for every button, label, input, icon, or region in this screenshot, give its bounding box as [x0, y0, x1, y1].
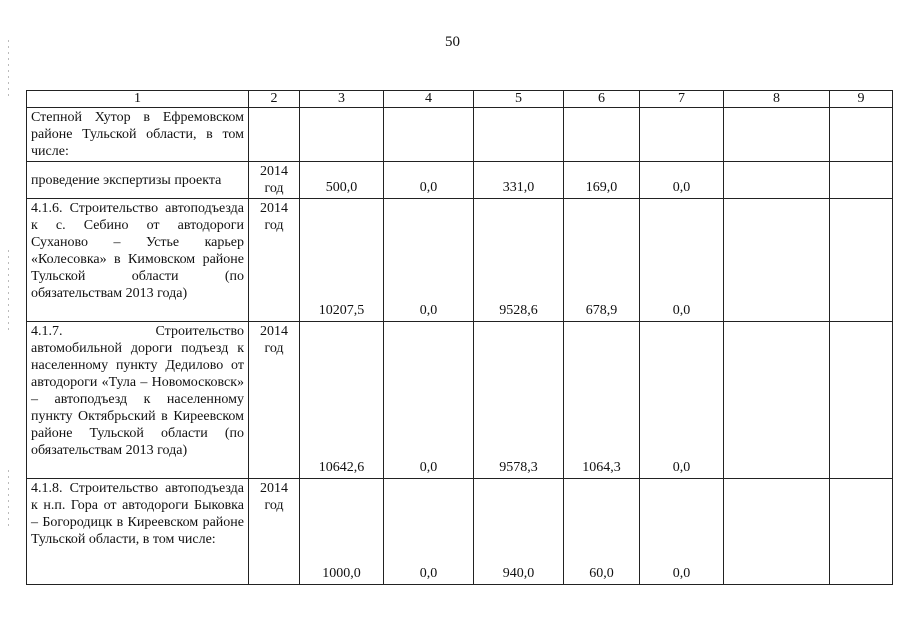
page-edge-mark-bottom — [8, 470, 9, 530]
row-value — [384, 108, 474, 162]
row-value: 169,0 — [564, 162, 640, 199]
row-value: 0,0 — [640, 479, 724, 585]
row-value: 0,0 — [384, 479, 474, 585]
column-header: 3 — [300, 91, 384, 108]
row-value — [724, 199, 830, 322]
row-name: Степной Хутор в Ефремовском районе Тульской области, в том числе: — [27, 108, 249, 162]
row-value — [724, 322, 830, 479]
row-value — [300, 108, 384, 162]
page-edge-mark-middle — [8, 250, 9, 330]
table-row — [27, 199, 893, 322]
row-year: 2014 год — [249, 322, 300, 479]
row-value — [640, 108, 724, 162]
row-value: 9578,3 — [474, 322, 564, 479]
budget-table — [26, 90, 893, 585]
row-value: 10207,5 — [300, 199, 384, 322]
row-value: 60,0 — [564, 479, 640, 585]
row-value: 678,9 — [564, 199, 640, 322]
table-row — [27, 162, 893, 199]
column-header: 9 — [830, 91, 893, 108]
row-name: 4.1.6. Строительство автоподъезда к с. Себино от автодороги Суханово – Устье карьер «Колесовка» в Кимовском районе Тульской области (по обязательствам 2013 года) — [27, 199, 249, 322]
row-value: 9528,6 — [474, 199, 564, 322]
column-header: 6 — [564, 91, 640, 108]
row-value: 940,0 — [474, 479, 564, 585]
column-header: 2 — [249, 91, 300, 108]
row-value: 1000,0 — [300, 479, 384, 585]
row-value — [830, 108, 893, 162]
row-value: 1064,3 — [564, 322, 640, 479]
row-value — [474, 108, 564, 162]
row-value: 0,0 — [384, 199, 474, 322]
column-number-row — [27, 91, 893, 108]
row-value — [724, 108, 830, 162]
table-row — [27, 322, 893, 479]
row-year: 2014 год — [249, 479, 300, 585]
row-value: 0,0 — [640, 162, 724, 199]
row-value: 0,0 — [640, 199, 724, 322]
row-value — [830, 199, 893, 322]
row-value — [830, 322, 893, 479]
row-value: 0,0 — [384, 322, 474, 479]
row-year — [249, 108, 300, 162]
column-header: 7 — [640, 91, 724, 108]
row-year: 2014 год — [249, 162, 300, 199]
table-row — [27, 108, 893, 162]
page-number: 50 — [445, 34, 460, 50]
row-value: 0,0 — [384, 162, 474, 199]
row-value: 331,0 — [474, 162, 564, 199]
table-row — [27, 479, 893, 585]
row-value: 10642,6 — [300, 322, 384, 479]
column-header: 4 — [384, 91, 474, 108]
row-year: 2014 год — [249, 199, 300, 322]
row-value — [564, 108, 640, 162]
row-value — [830, 162, 893, 199]
row-value: 0,0 — [640, 322, 724, 479]
row-name: проведение экспертизы проекта — [27, 162, 249, 199]
row-value — [724, 479, 830, 585]
row-name: 4.1.7. Строительство автомобильной дороги подъезд к населенному пункту Дедилово от автодороги «Тула – Новомосковск» – автоподъезд к населенному пункту Октябрьский в Киреевском районе Тульской области (по обязательствам 2013 года) — [27, 322, 249, 479]
row-value — [724, 162, 830, 199]
row-name: 4.1.8. Строительство автоподъезда к н.п. Гора от автодороги Быковка – Богородицк в Киреевском районе Тульской области, в том числе: — [27, 479, 249, 585]
column-header: 1 — [27, 91, 249, 108]
column-header: 8 — [724, 91, 830, 108]
row-value: 500,0 — [300, 162, 384, 199]
column-header: 5 — [474, 91, 564, 108]
row-value — [830, 479, 893, 585]
